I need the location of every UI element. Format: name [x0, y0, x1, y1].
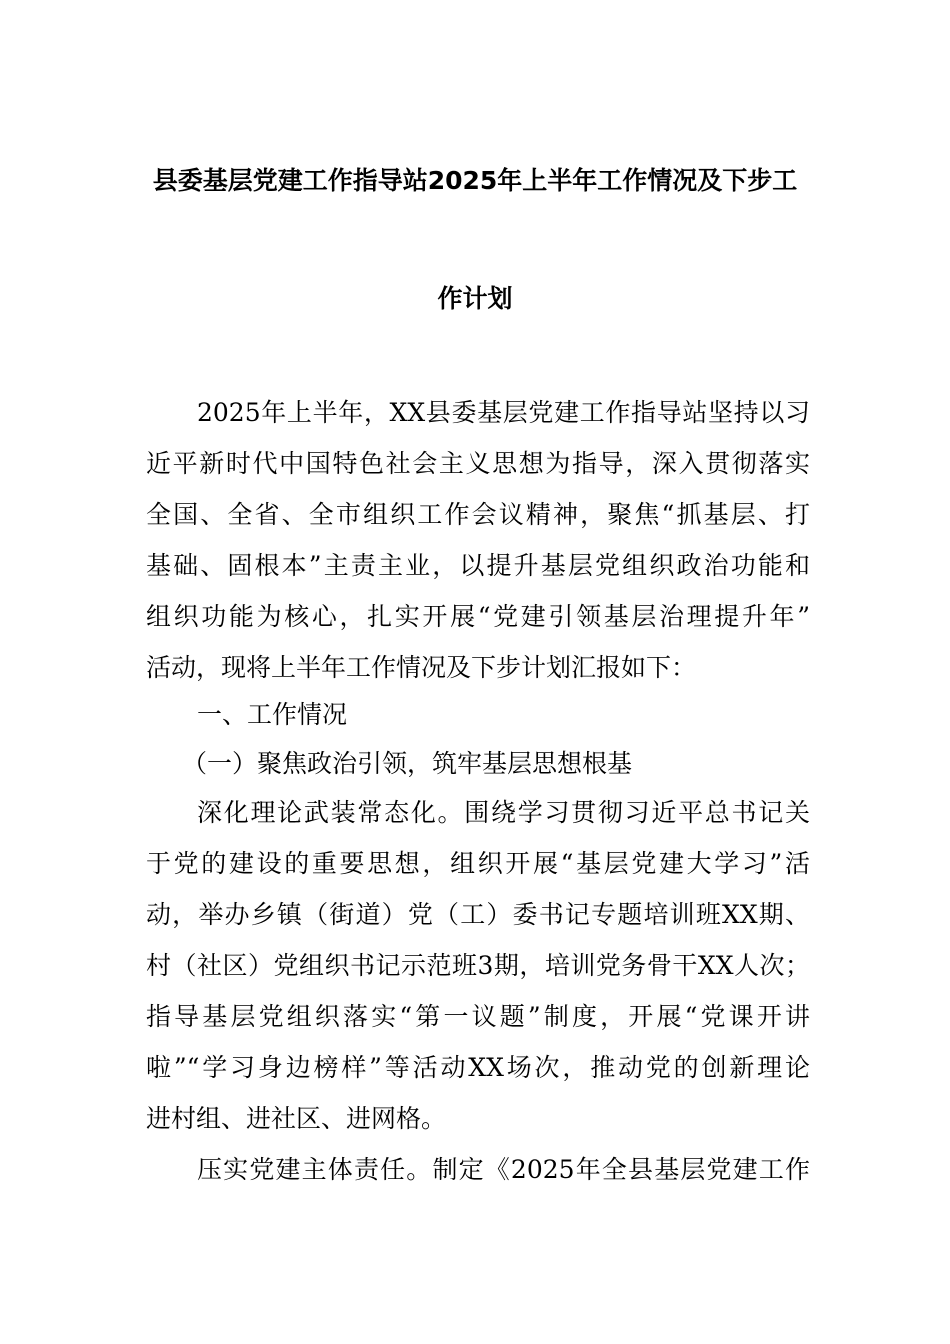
section-heading: 一、工作情况 [197, 700, 348, 729]
document-title-line-2: 作计划 [437, 284, 513, 313]
theory-paragraph-line: 深化理论武装常态化。围绕学习贯彻习近平总书记关 [197, 798, 810, 827]
intro-paragraph-line: 基础、固根本”主责主业，以提升基层党组织政治功能和 [146, 551, 810, 580]
theory-paragraph-line: 指导基层党组织落实“第一议题”制度，开展“党课开讲 [146, 1002, 810, 1031]
document-title-line-1: 县委基层党建工作指导站2025年上半年工作情况及下步工 [152, 166, 798, 195]
theory-paragraph-line: 村（社区）党组织书记示范班3期，培训党务骨干XX人次； [146, 951, 810, 980]
intro-paragraph-line: 组织功能为核心，扎实开展“党建引领基层治理提升年” [146, 602, 810, 631]
subsection-heading: （一）聚焦政治引领，筑牢基层思想根基 [182, 749, 633, 778]
responsibility-paragraph-line: 压实党建主体责任。制定《2025年全县基层党建工作 [197, 1155, 810, 1184]
intro-paragraph-line: 活动，现将上半年工作情况及下步计划汇报如下： [146, 653, 697, 682]
intro-paragraph-line: 近平新时代中国特色社会主义思想为指导，深入贯彻落实 [146, 449, 810, 478]
theory-paragraph-line: 动，举办乡镇（街道）党（工）委书记专题培训班XX期、 [146, 900, 810, 929]
intro-paragraph-line: 全国、全省、全市组织工作会议精神，聚焦“抓基层、打 [146, 500, 810, 529]
theory-paragraph-line: 于党的建设的重要思想，组织开展“基层党建大学习”活 [146, 849, 810, 878]
theory-paragraph-line: 进村组、进社区、进网格。 [146, 1104, 447, 1133]
intro-paragraph-line: 2025年上半年，XX县委基层党建工作指导站坚持以习 [197, 398, 810, 427]
theory-paragraph-line: 啦”“学习身边榜样”等活动XX场次，推动党的创新理论 [146, 1053, 810, 1082]
